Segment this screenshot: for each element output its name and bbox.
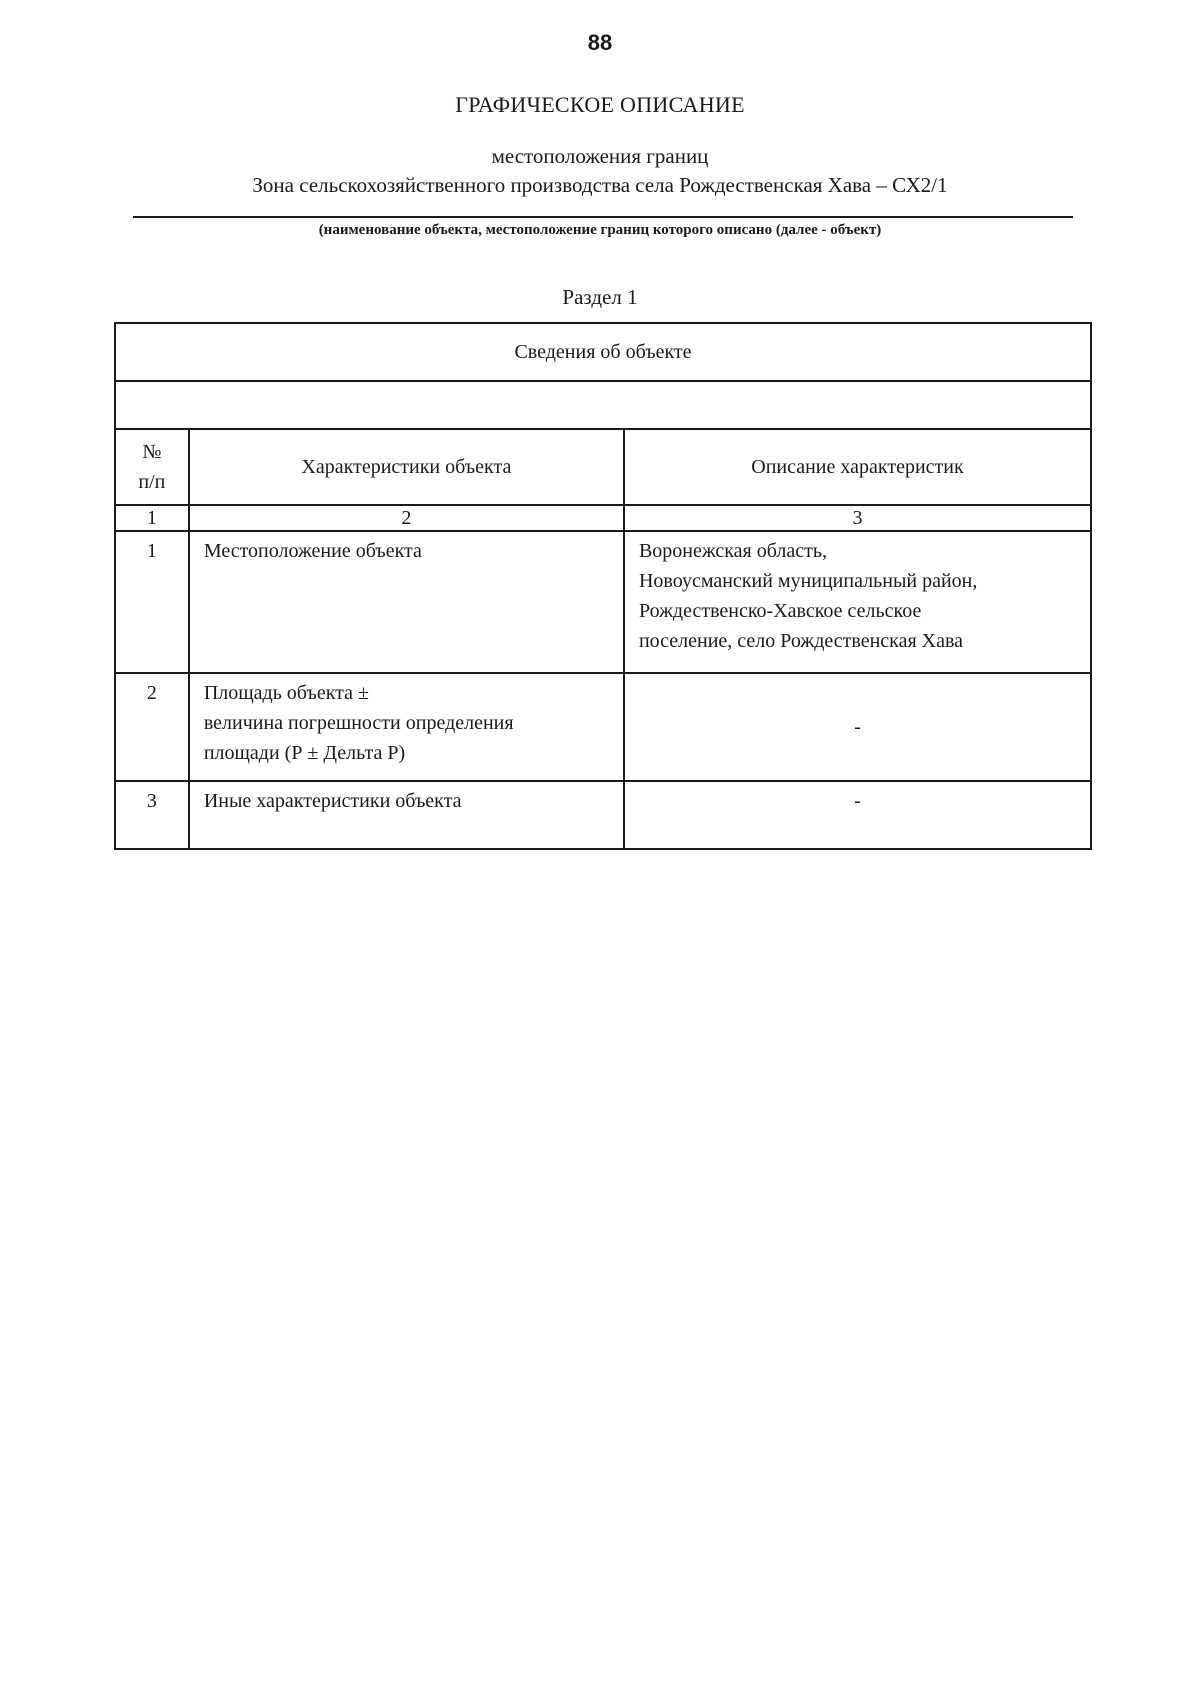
- document-title: ГРАФИЧЕСКОЕ ОПИСАНИЕ: [455, 92, 745, 117]
- row-characteristic: [189, 673, 624, 781]
- object-name-underline: [133, 216, 1073, 218]
- characteristic-line: величина погрешности определения: [203, 712, 514, 734]
- empty-cell: [115, 381, 1091, 429]
- row-description: -: [624, 673, 1091, 781]
- header-description: Описание характеристик: [624, 429, 1091, 505]
- table-caption-row: [115, 323, 1091, 381]
- header-num-line2: п/п: [138, 471, 166, 493]
- table-row: [115, 781, 1091, 849]
- page-number: 88: [587, 30, 613, 55]
- row-number: 3: [115, 781, 189, 849]
- row-description: [624, 531, 1091, 673]
- column-number-row: [115, 505, 1091, 531]
- header-characteristic: Характеристики объекта: [189, 429, 624, 505]
- characteristic-line: площади (Р ± Дельта Р): [203, 742, 406, 764]
- column-number: 2: [189, 505, 624, 531]
- table-header-row: [115, 429, 1091, 505]
- object-info-table: [114, 322, 1092, 850]
- header-num-cell: [115, 429, 189, 505]
- description-line: Воронежская область,: [638, 540, 827, 562]
- column-number: 3: [624, 505, 1091, 531]
- row-number: 1: [115, 531, 189, 673]
- table-row: [115, 531, 1091, 673]
- section-label: Раздел 1: [562, 285, 638, 309]
- object-name-caption: (наименование объекта, местоположение границ которого описано (далее - объект): [318, 222, 882, 238]
- description-line: поселение, село Рождественская Хава: [638, 630, 964, 652]
- characteristic-line: Площадь объекта ±: [203, 682, 369, 704]
- row-characteristic: [189, 781, 624, 849]
- description-line: Рождественско-Хавское сельское: [638, 600, 922, 622]
- row-characteristic: [189, 531, 624, 673]
- header-num-line1: №: [142, 441, 162, 463]
- row-number: 2: [115, 673, 189, 781]
- row-description: -: [624, 781, 1091, 849]
- characteristic-line: Иные характеристики объекта: [203, 790, 462, 812]
- document-subtitle: местоположения границ: [491, 144, 709, 168]
- description-line: Новоусманский муниципальный район,: [638, 570, 978, 592]
- column-number: 1: [115, 505, 189, 531]
- table-caption: Сведения об объекте: [115, 323, 1091, 381]
- table-empty-row: [115, 381, 1091, 429]
- characteristic-line: Местоположение объекта: [203, 540, 422, 562]
- object-name: Зона сельскохозяйственного производства села Рождественская Хава – СХ2/1: [252, 173, 948, 197]
- table-row: [115, 673, 1091, 781]
